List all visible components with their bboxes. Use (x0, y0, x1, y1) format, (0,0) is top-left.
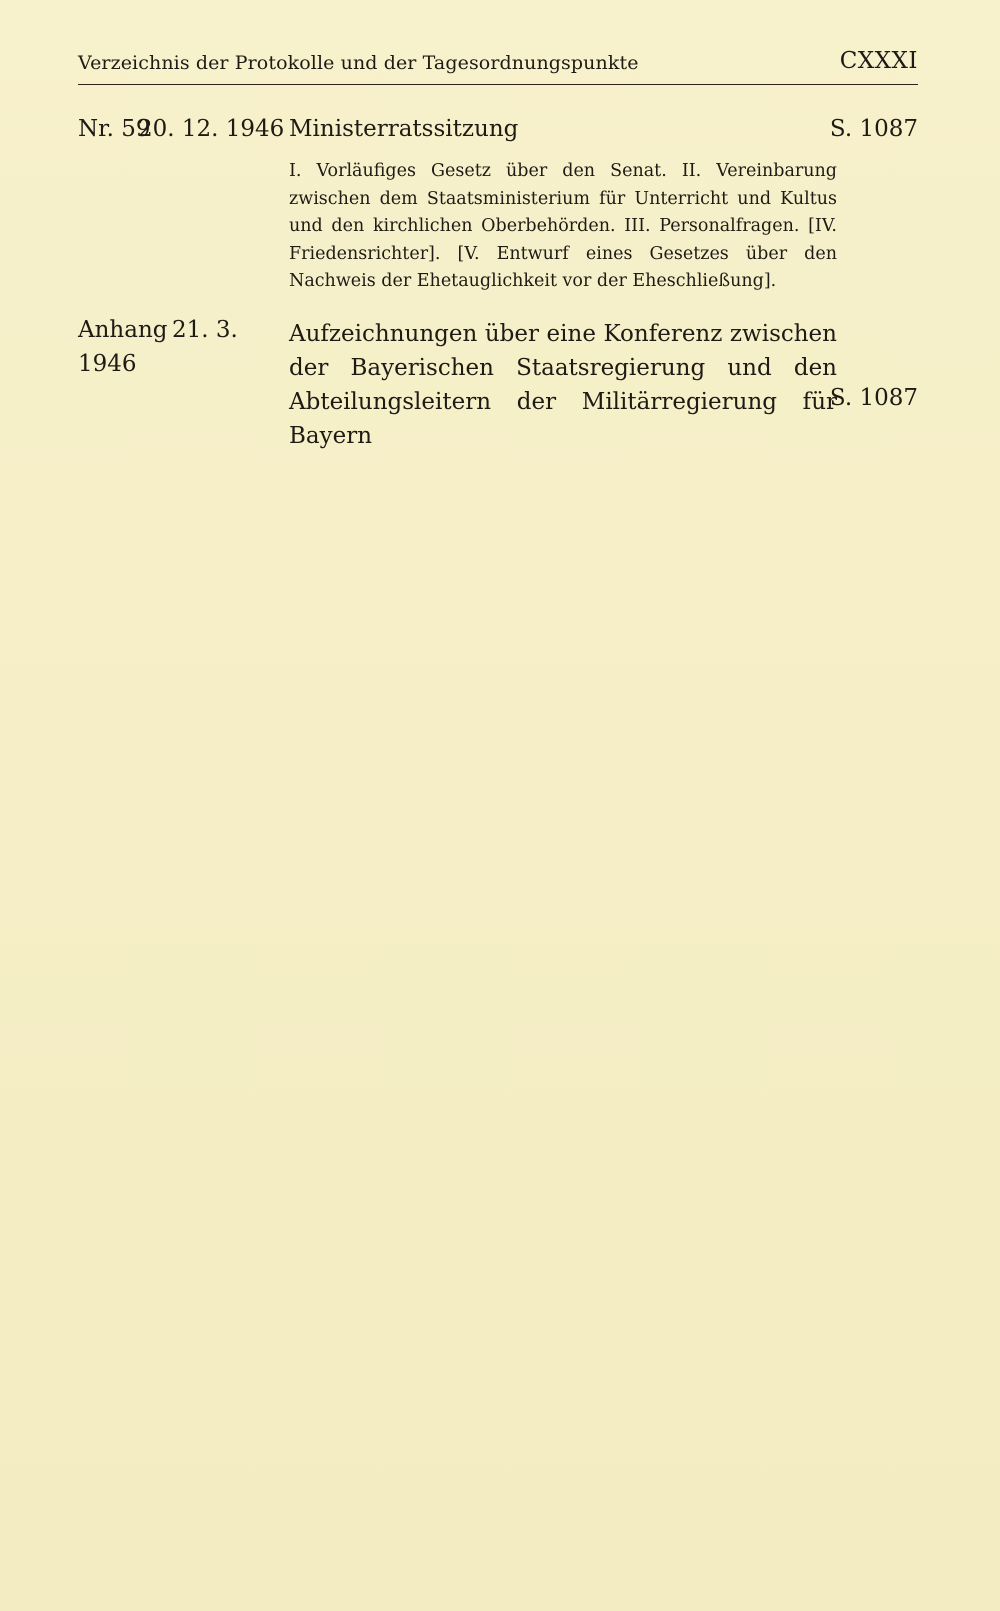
running-header (78, 48, 918, 85)
appendix-title: Aufzeichnungen über eine Konferenz zwischen der Bayerischen Staatsregierung und den Abteilungsleitern der Militärregierung für Bayern (289, 321, 837, 449)
header-title: Verzeichnis der Protokolle und der Tagesordnungspunkte (78, 52, 639, 74)
entry-page-reference: S. 1087 (829, 116, 918, 142)
appendix-year: 1946 (78, 351, 137, 377)
header-page-number: CXXXI (839, 48, 918, 74)
entry-title: Ministerratssitzung (289, 116, 519, 142)
appendix-label: Anhang (78, 317, 168, 343)
appendix-page-reference: S. 1087 (829, 385, 918, 411)
entry-date: 20. 12. 1946 (138, 116, 285, 142)
appendix-date: 21. 3. (172, 317, 238, 343)
entry-agenda-items: I. Vorläufiges Gesetz über den Senat. II. Vereinbarung zwischen dem Staatsministerium für Unterricht und Kultus und den kirchlichen Oberbehörden. III. Personalfragen. [IV. Friedensrichter]. [V. Entwurf eines Gesetzes über den Nachweis der Ehetauglichkeit vor der Eheschließung]. (289, 161, 837, 291)
entry-number: Nr. 59 (78, 116, 151, 142)
